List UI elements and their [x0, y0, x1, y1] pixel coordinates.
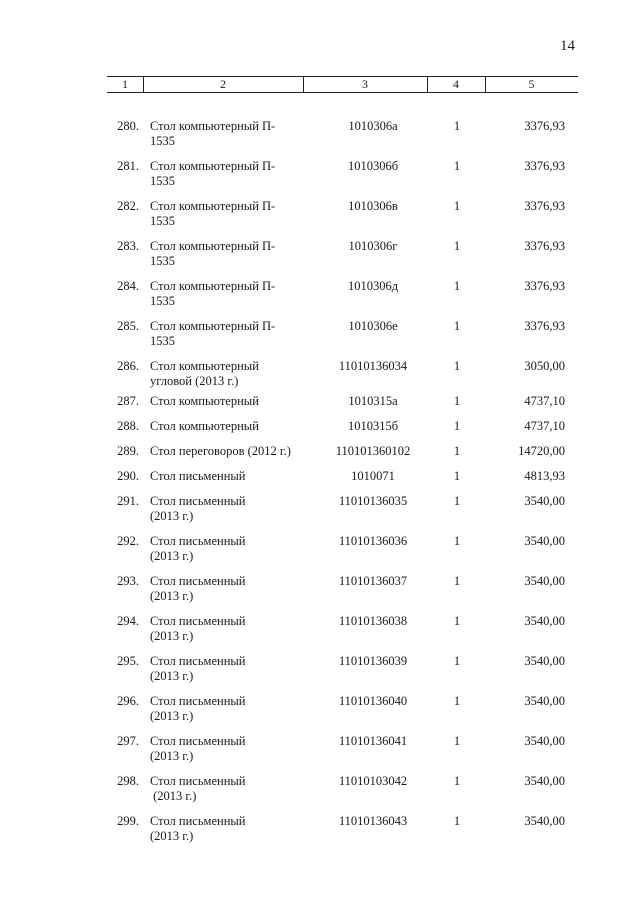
item-name	[150, 394, 320, 409]
row-number: 295.	[117, 654, 139, 668]
item-name-line: Стол письменный	[150, 574, 246, 588]
item-name	[150, 614, 320, 644]
price: 3540,00	[524, 814, 565, 828]
quantity: 1	[453, 159, 461, 173]
quantity: 1	[453, 394, 461, 408]
item-name-line: Стол компьютерный П-	[150, 279, 276, 293]
row-number: 290.	[117, 469, 139, 483]
row-number: 293.	[117, 574, 139, 588]
price: 3540,00	[524, 734, 565, 748]
price: 3376,93	[524, 279, 565, 293]
item-name	[150, 774, 320, 804]
row-number: 285.	[117, 319, 139, 333]
item-name-line: Стол письменный	[150, 734, 246, 748]
item-name-line: Стол компьютерный П-	[150, 119, 276, 133]
item-name-line: (2013 г.)	[150, 829, 194, 843]
price: 3540,00	[524, 694, 565, 708]
item-name-line: (2013 г.)	[150, 589, 194, 603]
item-name-line: Стол письменный	[150, 534, 246, 548]
header-col-4: 4	[453, 77, 459, 91]
header-col-3: 3	[362, 77, 368, 91]
item-name	[150, 814, 320, 844]
inventory-code: 11010103042	[338, 774, 408, 788]
price: 3376,93	[524, 159, 565, 173]
inventory-code: 1010306д	[347, 279, 399, 293]
quantity: 1	[453, 419, 461, 433]
item-name-line: (2013 г.)	[150, 509, 194, 523]
item-name-line: Стол компьютерный	[150, 394, 259, 408]
row-number: 284.	[117, 279, 139, 293]
item-name-line: Стол письменный	[150, 654, 246, 668]
quantity: 1	[453, 494, 461, 508]
inventory-code: 11010136036	[338, 534, 408, 548]
item-name-line: Стол компьютерный П-	[150, 159, 276, 173]
page-number: 14	[560, 38, 575, 54]
quantity: 1	[453, 319, 461, 333]
item-name	[150, 359, 320, 389]
inventory-code: 11010136035	[338, 494, 408, 508]
item-name	[150, 494, 320, 524]
quantity: 1	[453, 734, 461, 748]
inventory-code: 11010136037	[338, 574, 408, 588]
quantity: 1	[453, 199, 461, 213]
row-number: 289.	[117, 444, 139, 458]
price: 14720,00	[518, 444, 565, 458]
row-number: 299.	[117, 814, 139, 828]
quantity: 1	[453, 774, 461, 788]
inventory-code: 1010306в	[348, 199, 398, 213]
item-name	[150, 469, 320, 484]
quantity: 1	[453, 359, 461, 373]
item-name-line: 1535	[150, 214, 175, 228]
inventory-code: 1010306е	[348, 319, 398, 333]
inventory-code: 1010071	[351, 469, 395, 483]
row-number: 297.	[117, 734, 139, 748]
inventory-code: 11010136039	[338, 654, 408, 668]
inventory-table	[107, 76, 578, 843]
item-name	[150, 239, 320, 269]
inventory-code: 1010306г	[348, 239, 398, 253]
header-col-2: 2	[220, 77, 226, 91]
item-name	[150, 319, 320, 349]
quantity: 1	[453, 574, 461, 588]
inventory-code: 1010315а	[348, 394, 398, 408]
row-number: 287.	[117, 394, 139, 408]
item-name-line: Стол письменный	[150, 494, 246, 508]
row-number: 288.	[117, 419, 139, 433]
inventory-code: 1010306б	[347, 159, 399, 173]
table-header-row	[107, 76, 578, 93]
item-name	[150, 119, 320, 149]
price: 3540,00	[524, 654, 565, 668]
price: 3540,00	[524, 494, 565, 508]
price: 3540,00	[524, 774, 565, 788]
inventory-code: 11010136043	[338, 814, 408, 828]
row-number: 280.	[117, 119, 139, 133]
quantity: 1	[453, 654, 461, 668]
quantity: 1	[453, 119, 461, 133]
item-name	[150, 534, 320, 564]
inventory-code: 1010315б	[347, 419, 399, 433]
inventory-code: 11010136041	[338, 734, 408, 748]
quantity: 1	[453, 814, 461, 828]
quantity: 1	[453, 469, 461, 483]
item-name-line: Стол переговоров (2012 г.)	[150, 444, 291, 458]
item-name	[150, 694, 320, 724]
item-name-line: (2013 г.)	[150, 549, 194, 563]
inventory-code: 1010306а	[348, 119, 398, 133]
price: 4813,93	[524, 469, 565, 483]
item-name-line: 1535	[150, 174, 175, 188]
item-name-line: угловой (2013 г.)	[150, 374, 239, 388]
price: 3376,93	[524, 239, 565, 253]
item-name	[150, 199, 320, 229]
item-name-line: Стол письменный	[150, 469, 246, 483]
item-name-line: Стол компьютерный П-	[150, 199, 276, 213]
inventory-code: 11010136040	[338, 694, 408, 708]
row-number: 294.	[117, 614, 139, 628]
item-name	[150, 574, 320, 604]
item-name	[150, 654, 320, 684]
header-col-5: 5	[528, 77, 535, 91]
row-number: 291.	[117, 494, 139, 508]
item-name-line: Стол письменный	[150, 814, 246, 828]
item-name-line: 1535	[150, 334, 175, 348]
item-name-line: 1535	[150, 134, 175, 148]
price: 3540,00	[524, 614, 565, 628]
inventory-code: 11010136034	[338, 359, 408, 373]
price: 3540,00	[524, 534, 565, 548]
quantity: 1	[453, 614, 461, 628]
item-name	[150, 159, 320, 189]
item-name-line: (2013 г.)	[150, 789, 197, 803]
price: 3376,93	[524, 199, 565, 213]
item-name-line: Стол письменный	[150, 694, 246, 708]
item-name	[150, 279, 320, 309]
quantity: 1	[453, 694, 461, 708]
header-col-1: 1	[122, 77, 128, 91]
item-name-line: Стол письменный	[150, 614, 246, 628]
item-name-line: 1535	[150, 254, 175, 268]
item-name-line: Стол компьютерный П-	[150, 239, 276, 253]
item-name-line: (2013 г.)	[150, 629, 194, 643]
item-name-line: Стол письменный	[150, 774, 246, 788]
item-name	[150, 444, 320, 459]
row-number: 281.	[117, 159, 139, 173]
price: 3376,93	[524, 319, 565, 333]
inventory-code: 110101360102	[335, 444, 411, 458]
price: 3376,93	[524, 119, 565, 133]
item-name	[150, 734, 320, 764]
item-name-line: (2013 г.)	[150, 669, 194, 683]
quantity: 1	[453, 239, 461, 253]
row-number: 282.	[117, 199, 139, 213]
price: 4737,10	[524, 419, 565, 433]
item-name-line: Стол компьютерный	[150, 419, 259, 433]
inventory-code: 11010136038	[338, 614, 408, 628]
item-name-line: (2013 г.)	[150, 749, 194, 763]
quantity: 1	[453, 279, 461, 293]
price: 3050,00	[524, 359, 565, 373]
item-name-line: Стол компьютерный П-	[150, 319, 276, 333]
row-number: 298.	[117, 774, 139, 788]
row-number: 292.	[117, 534, 139, 548]
item-name-line: Стол компьютерный	[150, 359, 259, 373]
row-number: 283.	[117, 239, 139, 253]
price: 4737,10	[524, 394, 565, 408]
quantity: 1	[453, 444, 461, 458]
row-number: 286.	[117, 359, 139, 373]
row-number: 296.	[117, 694, 139, 708]
price: 3540,00	[524, 574, 565, 588]
item-name-line: (2013 г.)	[150, 709, 194, 723]
quantity: 1	[453, 534, 461, 548]
item-name-line: 1535	[150, 294, 175, 308]
item-name	[150, 419, 320, 434]
